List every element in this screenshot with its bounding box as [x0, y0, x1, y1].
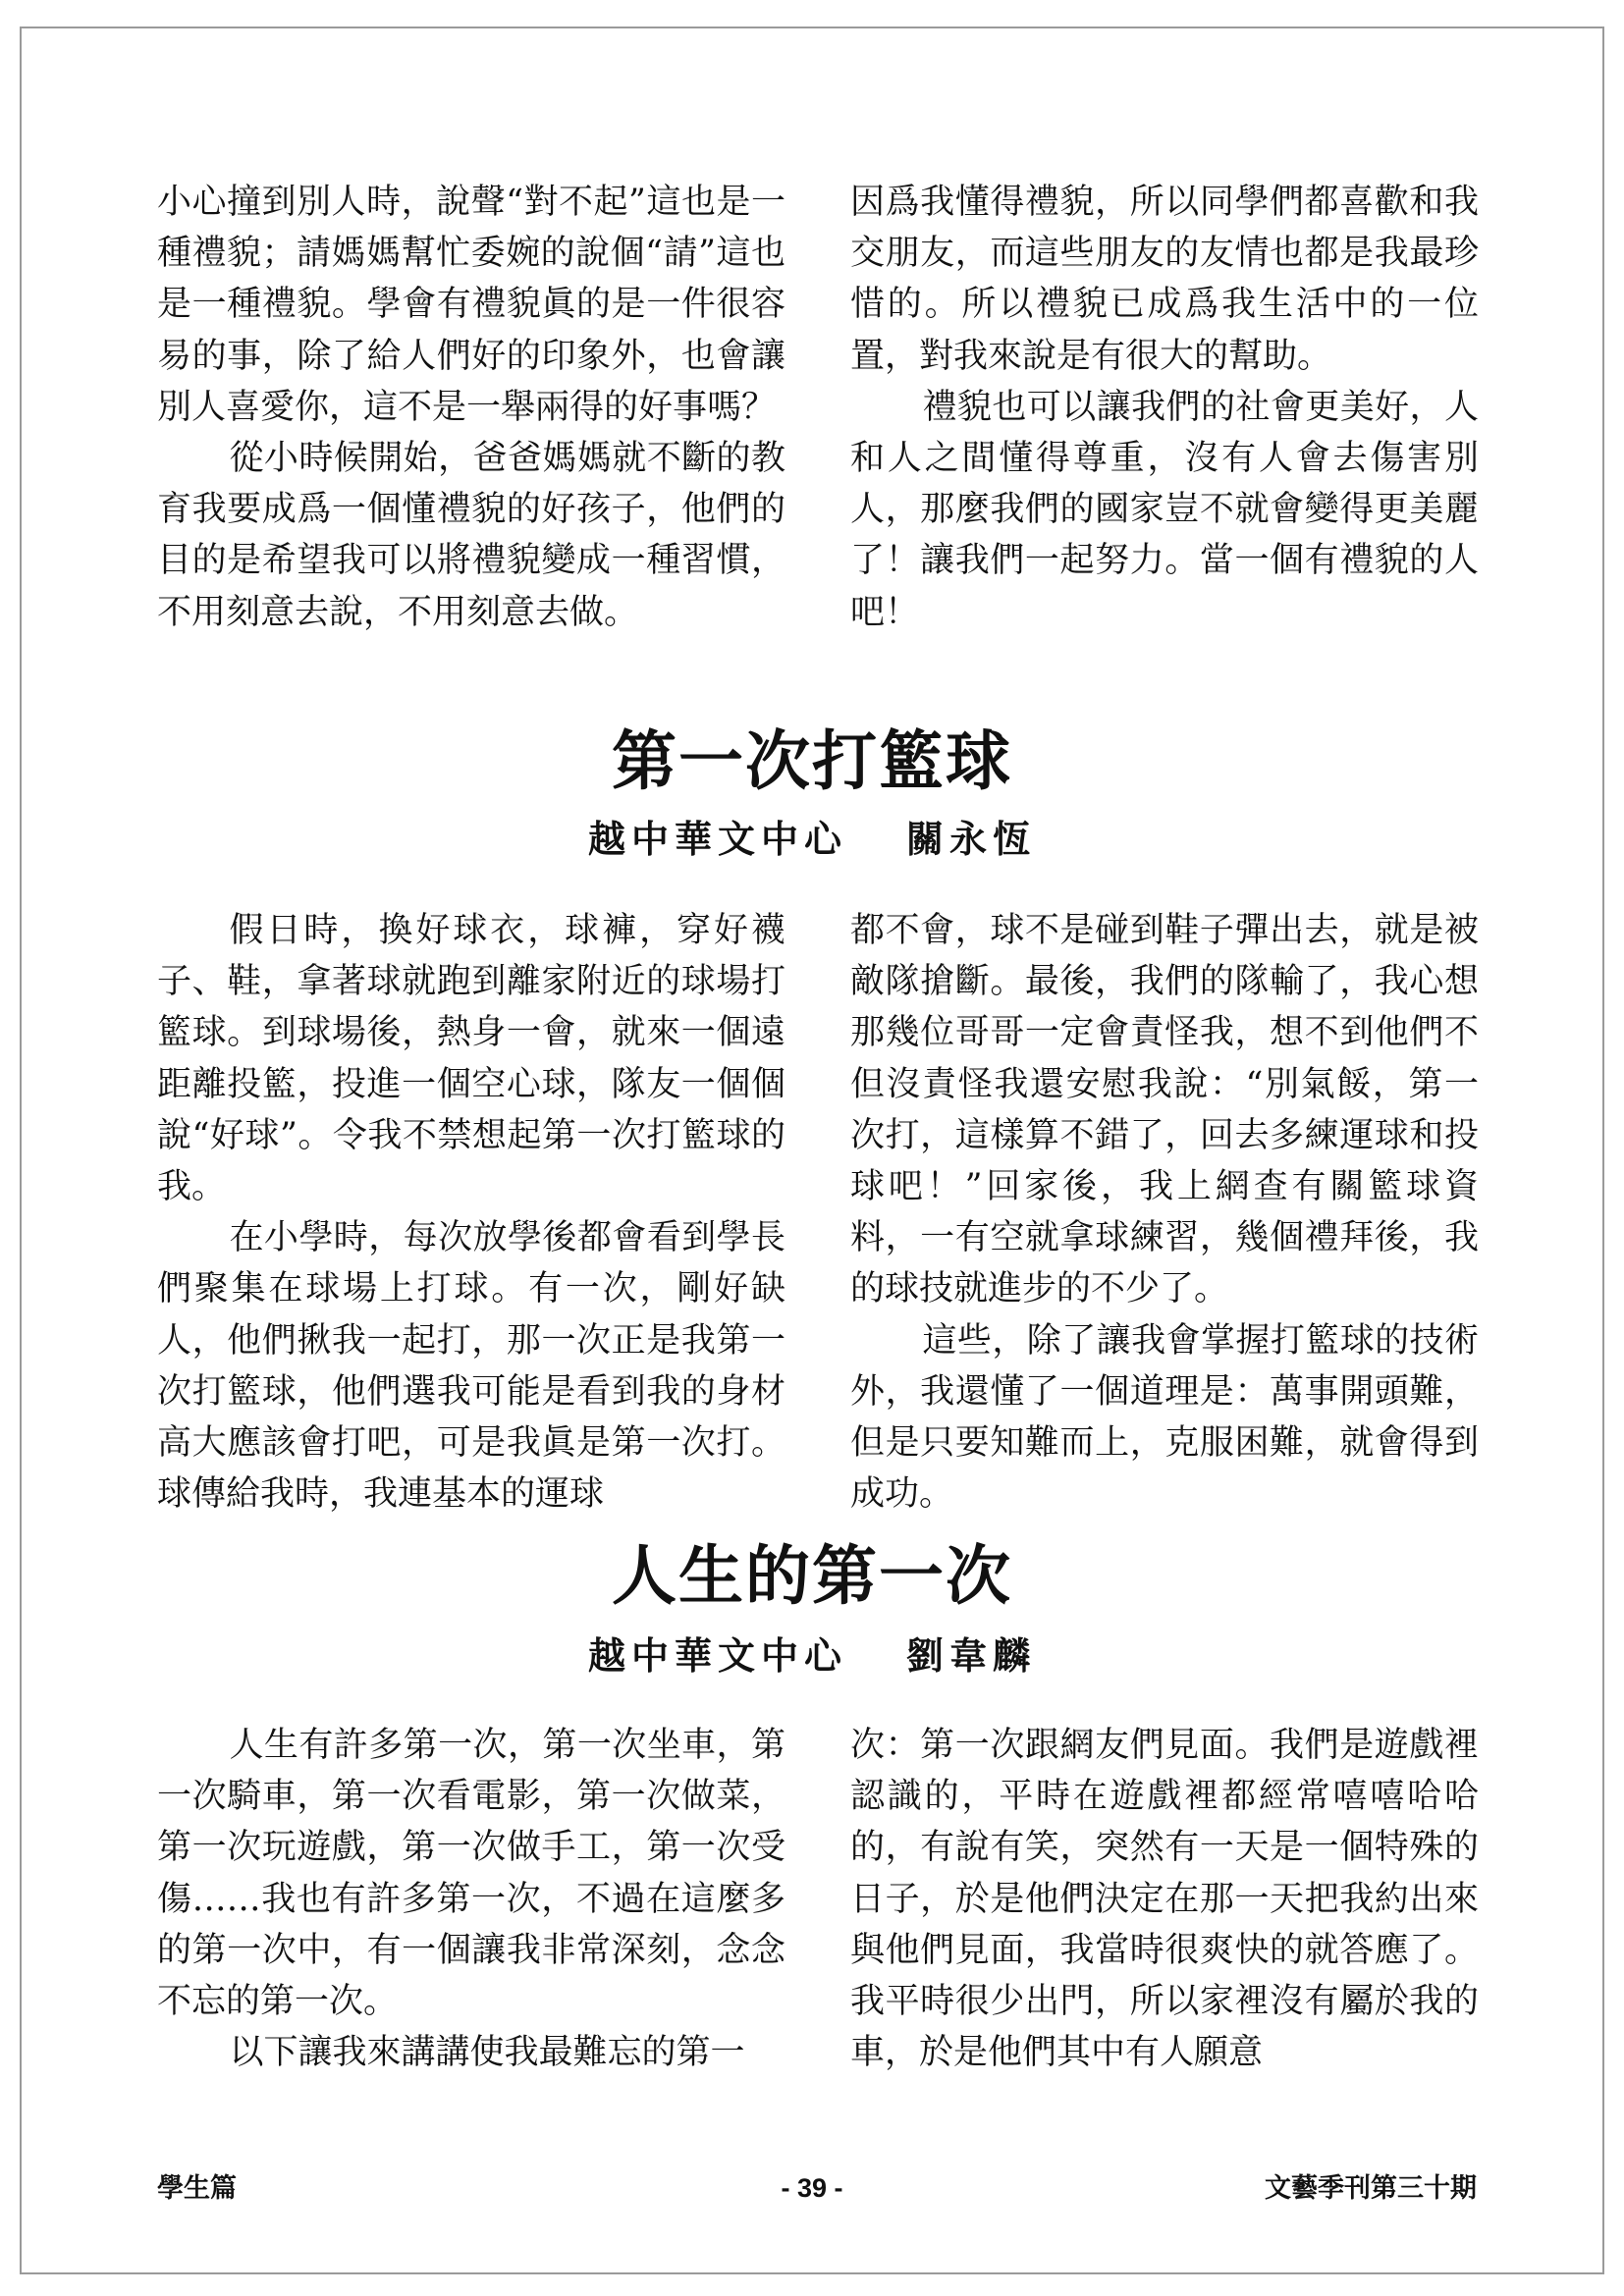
paragraph: 小心撞到別人時，說聲“對不起”這也是一種禮貌；請媽媽幫忙委婉的說個“請”這也是一種禮貌。學會有禮貌眞的是一件很容易的事，除了給人們好的印象外，也會讓別人喜愛你，這不是一舉兩得的好事嗎？ [157, 183, 785, 427]
page-number: - 39 - [781, 2173, 843, 2203]
article-title: 人生的第一次 [612, 1537, 1012, 1614]
footer-section-label: 學生篇 [157, 2173, 237, 2203]
paragraph: 因爲我懂得禮貌，所以同學們都喜歡和我交朋友，而這些朋友的友情也都是我最珍惜的。所以禮貌已成爲我生活中的一位置，對我來說是有很大的幫助。 [850, 183, 1479, 376]
article3-right-column [850, 1720, 1479, 2078]
paragraph: 人生有許多第一次，第一次坐車，第一次騎車，第一次看電影，第一次做菜，第一次玩遊戲，第一次做手工，第一次受傷……我也有許多第一次，不過在這麼多的第一次中，有一個讓我非常深刻，念念不忘的第一次。 [157, 1726, 785, 2022]
paragraph: 以下讓我來講講使我最難忘的第一 [229, 2033, 745, 2073]
paragraph: 在小學時，每次放學後都會看到學長們聚集在球場上打球。有一次，剛好缺人，他們揪我一起打，那一次正是我第一次打籃球，他們選我可能是看到我的身材高大應該會打吧，可是我眞是第一次打。球傳給我時，我連基本的運球 [157, 1218, 785, 1515]
paragraph: 這些，除了讓我會掌握打籃球的技術外，我還懂了一個道理是：萬事開頭難，但是只要知難而上，克服困難，就會得到成功。 [850, 1320, 1479, 1515]
paragraph: 都不會，球不是碰到鞋子彈出去，就是被敵隊搶斷。最後，我們的隊輸了，我心想那幾位哥哥一定會責怪我，想不到他們不但沒責怪我還安慰我說：“別氣餒，第一次打，這樣算不錯了，回去多練運球和投球吧！”回家後，我上網查有關籃球資料，一有空就拿球練習，幾個禮拜後，我的球技就進步的不少了。 [850, 911, 1479, 1309]
author-organization: 越中華文中心 [587, 817, 847, 861]
section1-right-column [850, 177, 1479, 638]
article-byline [0, 815, 1624, 864]
article2-right-column [850, 905, 1479, 1520]
article-byline [0, 1631, 1624, 1681]
article-title: 第一次打籃球 [612, 722, 1012, 799]
paragraph: 次：第一次跟網友們見面。我們是遊戲裡認識的，平時在遊戲裡都經常嘻嘻哈哈的，有說有笑，突然有一天是一個特殊的日子，於是他們決定在那一天把我約出來與他們見面，我當時很爽快的就答應了。我平時很少出門，所以家裡沒有屬於我的車，於是他們其中有人願意 [850, 1726, 1479, 2073]
publication-title: 文藝季刊第三十期 [1265, 2173, 1477, 2203]
paragraph: 從小時候開始，爸爸媽媽就不斷的教育我要成爲一個懂禮貌的好孩子，他們的目的是希望我可以將禮貌變成一種習慣，不用刻意去說，不用刻意去做。 [157, 439, 785, 632]
paragraph: 假日時，換好球衣，球褲，穿好襪子、鞋，拿著球就跑到離家附近的球場打籃球。到球場後，熱身一會，就來一個遠距離投籃，投進一個空心球，隊友一個個說“好球”。令我不禁想起第一次打籃球的我。 [157, 911, 785, 1207]
article3-left-column [157, 1720, 785, 2078]
paragraph: 禮貌也可以讓我們的社會更美好，人和人之間懂得尊重，沒有人會去傷害別人，那麼我們的國家豈不就會變得更美麗了！讓我們一起努力。當一個有禮貌的人吧！ [850, 387, 1479, 632]
author-organization: 越中華文中心 [587, 1633, 847, 1678]
author-name: 關永恆 [906, 817, 1037, 861]
article2-left-column [157, 905, 785, 1520]
author-name: 劉韋麟 [906, 1633, 1037, 1678]
section1-left-column [157, 177, 785, 638]
